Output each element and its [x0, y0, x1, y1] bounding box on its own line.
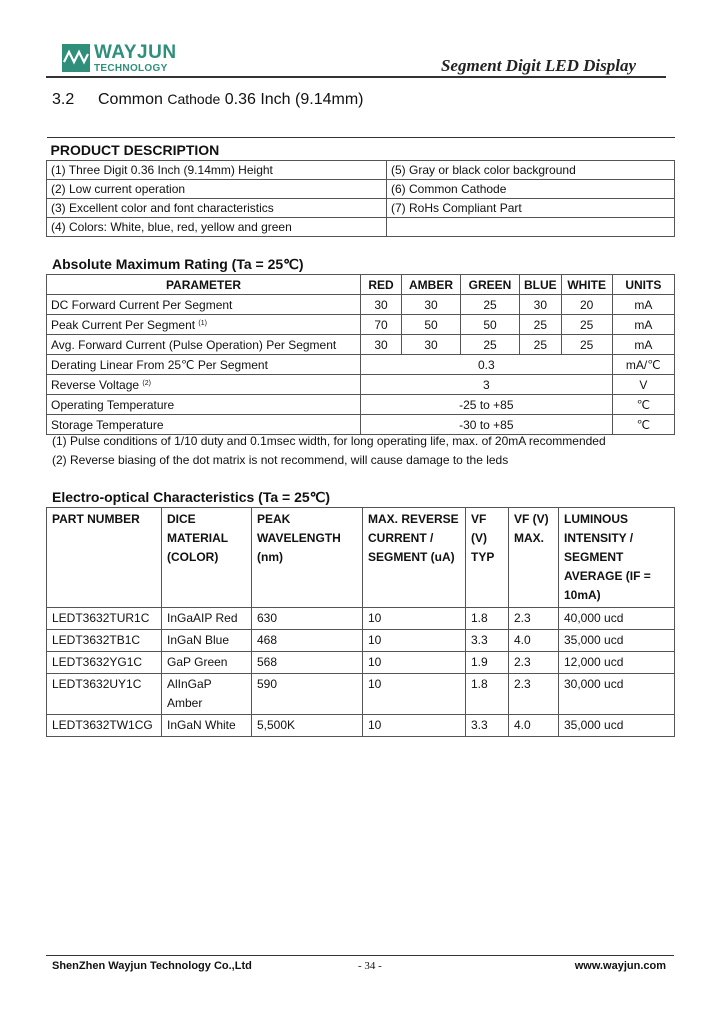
table-cell: 30 — [402, 295, 461, 315]
table-row — [47, 199, 675, 218]
table-header-row — [47, 275, 675, 295]
footnote: (2) Reverse biasing of the dot matrix is not recommend, will cause damage to the leds — [52, 453, 509, 467]
section-title-part: Cathode — [167, 91, 221, 107]
table-cell: ℃ — [612, 415, 674, 435]
table-cell: LEDT3632TW1CG — [47, 715, 162, 737]
table-cell: 25 — [520, 315, 562, 335]
table-row — [47, 375, 675, 395]
table-cell: 30 — [520, 295, 562, 315]
table-cell: 3 — [361, 375, 613, 395]
table-cell: 30 — [402, 335, 461, 355]
table-cell — [387, 218, 675, 237]
table-cell: 590 — [252, 674, 363, 715]
table-cell: InGaN Blue — [162, 630, 252, 652]
table-cell: 1.8 — [466, 608, 509, 630]
table-cell: 1.8 — [466, 674, 509, 715]
table-cell: 630 — [252, 608, 363, 630]
table-cell: 468 — [252, 630, 363, 652]
table-cell: 1.9 — [466, 652, 509, 674]
parameter-cell: Avg. Forward Current (Pulse Operation) Per Segment — [47, 335, 361, 355]
table-cell: 10 — [363, 608, 466, 630]
table-cell: 40,000 ucd — [559, 608, 675, 630]
column-header: VF (V) MAX. — [509, 508, 559, 608]
parameter-cell: Derating Linear From 25℃ Per Segment — [47, 355, 361, 375]
table-cell: 5,500K — [252, 715, 363, 737]
parameter-cell: Storage Temperature — [47, 415, 361, 435]
column-header: LUMINOUS INTENSITY / SEGMENT AVERAGE (IF = 10mA) — [559, 508, 675, 608]
column-header: WHITE — [561, 275, 612, 295]
table-cell: -25 to +85 — [361, 395, 613, 415]
table-cell: ℃ — [612, 395, 674, 415]
table-cell: 30 — [361, 335, 402, 355]
table-cell: GaP Green — [162, 652, 252, 674]
table-row — [47, 295, 675, 315]
table-cell: (1) Three Digit 0.36 Inch (9.14mm) Height — [47, 161, 387, 180]
page-number: - 34 - — [358, 960, 382, 972]
footnote-marker: (2) — [142, 379, 151, 387]
parameter-label: Reverse Voltage — [51, 377, 140, 392]
document-title: Segment Digit LED Display — [440, 56, 636, 75]
electro-optical-title: Electro-optical Characteristics (Ta = 25℃) — [52, 489, 331, 505]
footer-divider — [46, 955, 674, 956]
table-cell: (3) Excellent color and font characteristics — [47, 199, 387, 218]
table-cell: 30 — [361, 295, 402, 315]
table-cell: 25 — [561, 315, 612, 335]
table-row — [47, 630, 675, 652]
table-row — [47, 180, 675, 199]
table-cell: 10 — [363, 652, 466, 674]
column-header: BLUE — [520, 275, 562, 295]
table-cell: (4) Colors: White, blue, red, yellow and green — [47, 218, 387, 237]
column-header: AMBER — [402, 275, 461, 295]
table-cell: 12,000 ucd — [559, 652, 675, 674]
section-number: 3.2 — [52, 91, 75, 108]
table-cell: InGaAIP Red — [162, 608, 252, 630]
section-title-part: 0.36 Inch (9.14mm) — [220, 91, 364, 108]
table-cell: 20 — [561, 295, 612, 315]
column-header: PEAK WAVELENGTH (nm) — [252, 508, 363, 608]
logo-mark-icon — [62, 44, 90, 72]
column-header: VF (V) TYP — [466, 508, 509, 608]
table-cell: mA — [612, 295, 674, 315]
table-cell: 25 — [561, 335, 612, 355]
table-cell: -30 to +85 — [361, 415, 613, 435]
table-row — [47, 335, 675, 355]
table-cell: 25 — [461, 335, 520, 355]
table-cell: AlInGaP Amber — [162, 674, 252, 715]
table-header-row — [47, 508, 675, 608]
abs-max-table — [46, 274, 675, 435]
table-cell: 50 — [461, 315, 520, 335]
table-cell: 25 — [520, 335, 562, 355]
header-divider — [46, 76, 666, 78]
table-cell: 50 — [402, 315, 461, 335]
table-cell: 2.3 — [509, 674, 559, 715]
table-cell: (5) Gray or black color background — [387, 161, 675, 180]
column-header: MAX. REVERSE CURRENT / SEGMENT (uA) — [363, 508, 466, 608]
product-description-title: PRODUCT DESCRIPTION — [47, 138, 675, 161]
table-cell: V — [612, 375, 674, 395]
section-title-part: Common — [98, 91, 168, 108]
table-row — [47, 608, 675, 630]
table-cell: mA — [612, 335, 674, 355]
footnote-marker: (1) — [198, 319, 207, 327]
column-header: UNITS — [612, 275, 674, 295]
column-header: DICE MATERIAL (COLOR) — [162, 508, 252, 608]
parameter-cell: Operating Temperature — [47, 395, 361, 415]
table-row — [47, 218, 675, 237]
table-cell: LEDT3632TB1C — [47, 630, 162, 652]
table-cell: (6) Common Cathode — [387, 180, 675, 199]
table-cell: (2) Low current operation — [47, 180, 387, 199]
company-logo — [62, 44, 182, 78]
logo-subtitle: TECHNOLOGY — [94, 63, 168, 74]
column-header: GREEN — [461, 275, 520, 295]
column-header: PARAMETER — [47, 275, 361, 295]
table-cell: 0.3 — [361, 355, 613, 375]
parameter-cell — [47, 375, 361, 395]
footer-website[interactable]: www.wayjun.com — [574, 960, 666, 972]
parameter-cell — [47, 315, 361, 335]
table-row — [47, 161, 675, 180]
table-row — [47, 355, 675, 375]
table-row — [47, 395, 675, 415]
table-cell: LEDT3632TUR1C — [47, 608, 162, 630]
table-row — [47, 415, 675, 435]
column-header: RED — [361, 275, 402, 295]
table-cell: 568 — [252, 652, 363, 674]
table-cell: 4.0 — [509, 715, 559, 737]
table-cell: 2.3 — [509, 652, 559, 674]
table-cell: LEDT3632UY1C — [47, 674, 162, 715]
table-cell: 10 — [363, 674, 466, 715]
parameter-label: Peak Current Per Segment — [51, 317, 196, 332]
table-cell: InGaN White — [162, 715, 252, 737]
table-cell: 3.3 — [466, 715, 509, 737]
table-row — [47, 315, 675, 335]
table-cell: 4.0 — [509, 630, 559, 652]
table-cell: 3.3 — [466, 630, 509, 652]
table-cell: 10 — [363, 715, 466, 737]
footnote: (1) Pulse conditions of 1/10 duty and 0.1msec width, for long operating life, max. of 20mA recommended — [52, 434, 606, 448]
column-header: PART NUMBER — [47, 508, 162, 608]
product-description-table — [46, 137, 675, 237]
table-cell: (7) RoHs Compliant Part — [387, 199, 675, 218]
table-cell: LEDT3632YG1C — [47, 652, 162, 674]
table-cell: 35,000 ucd — [559, 630, 675, 652]
table-row — [47, 674, 675, 715]
footer-company: ShenZhen Wayjun Technology Co.,Ltd — [52, 960, 252, 972]
table-cell: 35,000 ucd — [559, 715, 675, 737]
table-cell: 10 — [363, 630, 466, 652]
abs-max-title: Absolute Maximum Rating (Ta = 25℃) — [52, 256, 304, 272]
table-cell: 70 — [361, 315, 402, 335]
electro-optical-table — [46, 507, 675, 737]
table-cell: 30,000 ucd — [559, 674, 675, 715]
table-cell: mA — [612, 315, 674, 335]
table-cell: mA/℃ — [612, 355, 674, 375]
section-heading — [52, 91, 363, 109]
logo-brand: WAYJUN — [94, 42, 177, 63]
parameter-cell: DC Forward Current Per Segment — [47, 295, 361, 315]
table-cell: 25 — [461, 295, 520, 315]
table-cell: 2.3 — [509, 608, 559, 630]
table-row — [47, 715, 675, 737]
table-row — [47, 652, 675, 674]
